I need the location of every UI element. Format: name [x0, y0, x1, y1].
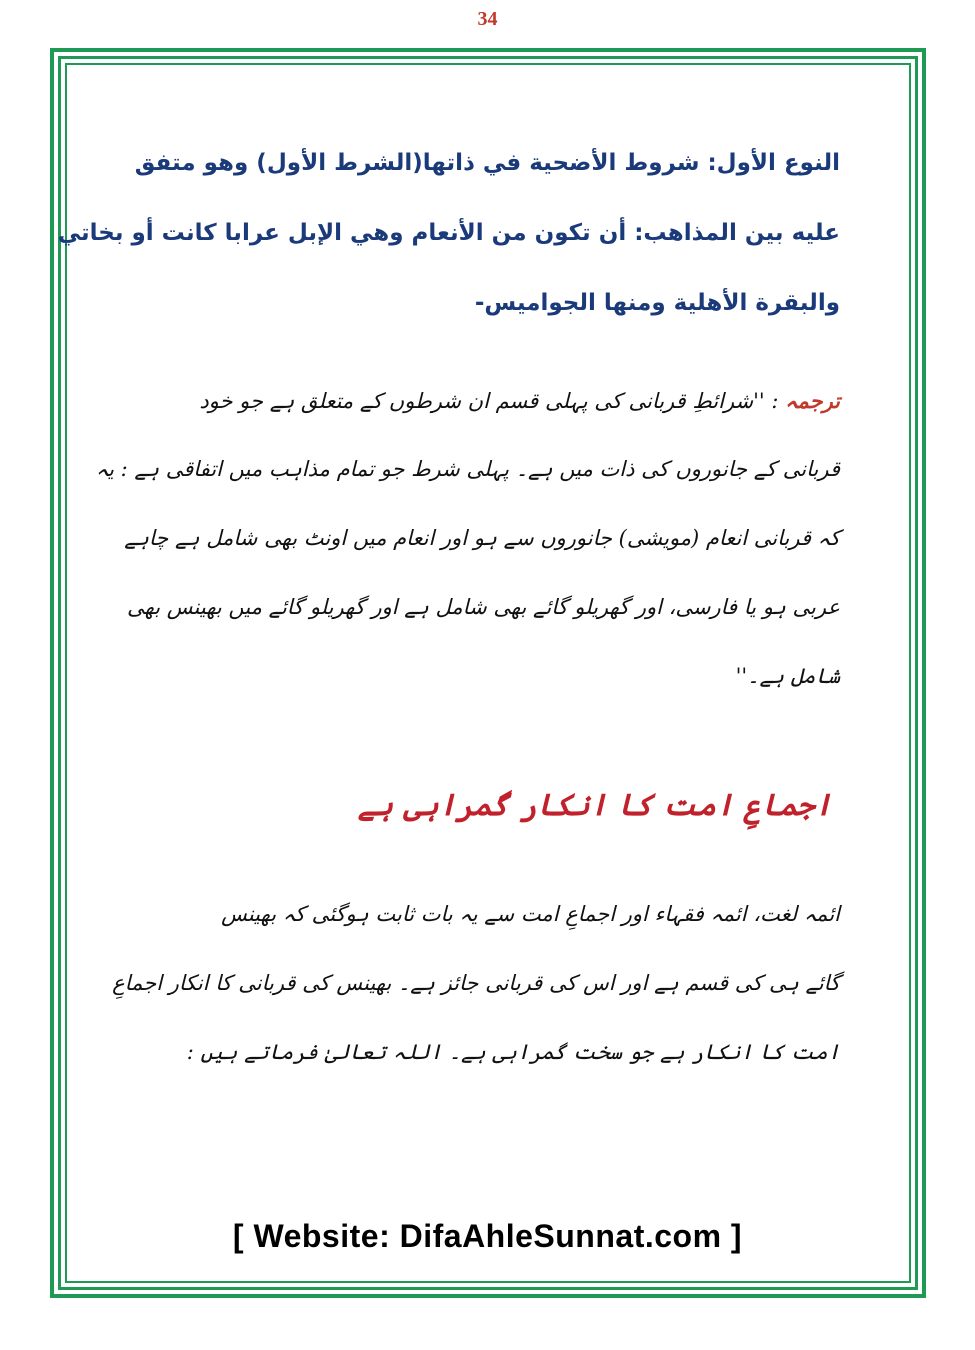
arabic-line: عليه بين المذاهب: أن تكون من الأنعام وهي الإبل عرابا كانت أو بخاتي — [57, 220, 840, 246]
translation-line: کہ قربانی انعام (مویشی) جانوروں سے ہو اور انعام میں اونٹ بھی شامل ہے چاہے — [124, 526, 840, 550]
arabic-quote — [57, 150, 840, 360]
translation-line: عربی ہو یا فارسی، اور گھریلو گائے بھی شامل ہے اور گھریلو گائے میں بھینس بھی — [127, 595, 840, 619]
translation-line: قربانی کے جانوروں کی ذات میں ہے۔ پہلی شرط جو تمام مذاہب میں اتفاقی ہے : یہ — [95, 457, 840, 481]
translation-line: شامل ہے۔'' — [735, 664, 840, 688]
translation-line — [120, 388, 840, 413]
translation-label: ترجمہ — [785, 388, 840, 413]
page-number: 34 — [477, 8, 498, 30]
urdu-translation — [95, 388, 840, 733]
section-heading: اجماعِ امت کا انکار گمراہی ہے — [357, 788, 832, 823]
translation-line-text: : ''شرائطِ قربانی کی پہلی قسم ان شرطوں کے متعلق ہے جو خود — [199, 389, 779, 413]
arabic-line: النوع الأول: شروط الأضحية في ذاتها(الشرط الأول) وهو متفق — [134, 150, 840, 176]
paragraph-line: گائے ہی کی قسم ہے اور اس کی قربانی جائز ہے۔ بھینس کی قربانی کا انکار اجماعِ — [112, 971, 840, 995]
arabic-line: والبقرة الأهلية ومنها الجواميس- — [474, 290, 840, 316]
website-footer: [ Website: DifaAhleSunnat.com ] — [232, 1218, 743, 1254]
paragraph-line: ائمہ لغت، ائمہ فقہاء اور اجماعِ امت سے یہ بات ثابت ہوگئی کہ بھینس — [221, 902, 840, 926]
body-paragraph — [112, 902, 840, 1109]
paragraph-line: امت کا انکار ہے جو سخت گمراہی ہے۔ اللہ تعالیٰ فرماتے ہیں : — [186, 1040, 840, 1064]
